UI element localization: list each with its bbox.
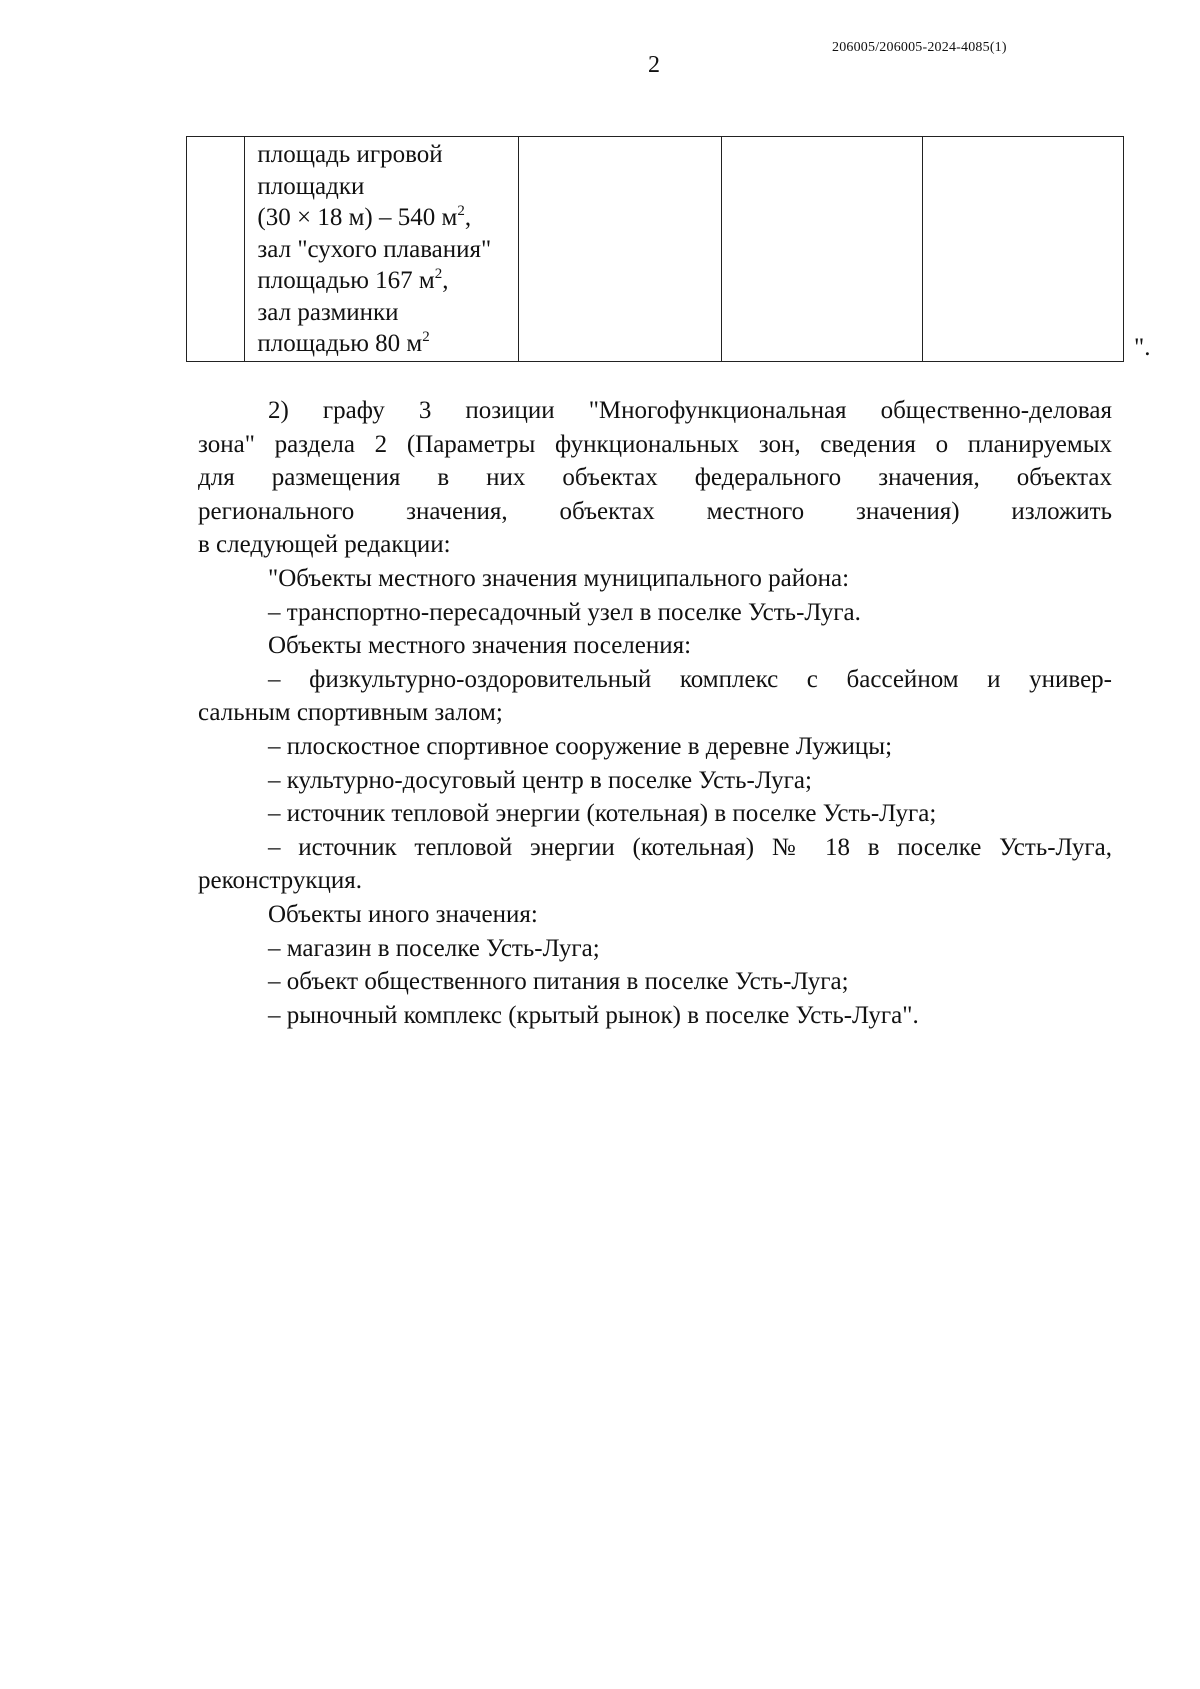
paragraph-line: для размещения в них объектах федерального значения, объектах: [198, 464, 1112, 492]
cell-text: зал разминки: [257, 298, 399, 326]
cell-text-tail: ,: [464, 204, 472, 231]
document-body: [198, 394, 1112, 1032]
table-cell-empty: [519, 137, 722, 362]
list-item-continuation: сальным спортивным залом;: [198, 699, 503, 727]
cell-text-line: [257, 234, 518, 266]
closing-quote: ".: [1134, 334, 1151, 361]
cell-text-line: [257, 297, 518, 329]
list-item: – объект общественного питания в поселке Усть-Луга;: [268, 968, 849, 996]
parameters-text: [245, 137, 518, 361]
cell-text-line: [257, 139, 518, 171]
table-row: [187, 137, 1124, 362]
list-item: – транспортно-пересадочный узел в поселке Усть-Луга.: [268, 598, 861, 626]
table-cell-number: [187, 137, 245, 362]
cell-text: площадью 167 м: [257, 267, 435, 294]
cell-text: площадки: [257, 172, 365, 200]
table-cell-empty: [923, 137, 1124, 362]
cell-text-line: [257, 328, 518, 360]
list-item-continuation: реконструкция.: [198, 867, 363, 895]
section-heading: Объекты иного значения:: [268, 900, 538, 928]
cell-text: зал "сухого плавания": [257, 235, 492, 263]
list-item: – источник тепловой энергии (котельная) № 18 в поселке Усть-Луга,: [268, 833, 1112, 861]
superscript: 2: [457, 203, 465, 219]
table-fragment: [186, 136, 1124, 362]
paragraph-line: зона" раздела 2 (Параметры функциональных зон, сведения о планируемых: [198, 430, 1112, 458]
cell-text-tail: ,: [442, 267, 449, 294]
cell-text-line: [257, 202, 518, 234]
cell-text: (30 × 18 м) – 540 м: [257, 204, 458, 231]
section-heading: Объекты местного значения поселения:: [268, 632, 692, 660]
list-item: – рыночный комплекс (крытый рынок) в поселке Усть-Луга".: [268, 1001, 919, 1029]
cell-text-line: [257, 265, 518, 297]
list-item: – плоскостное спортивное сооружение в деревне Лужицы;: [268, 732, 893, 760]
superscript: 2: [422, 329, 430, 345]
superscript: 2: [434, 266, 443, 282]
paragraph-line: 2) графу 3 позиции "Многофункциональная общественно-деловая: [268, 397, 1112, 424]
cell-text: площадь игровой: [257, 141, 443, 168]
page-number: 2: [648, 52, 660, 78]
list-item: – культурно-досуговый центр в поселке Усть-Луга;: [268, 766, 812, 794]
document-id: 206005/206005-2024-4085(1): [832, 40, 1007, 55]
table-cell-parameters: [245, 137, 519, 362]
paragraph-line: регионального значения, объектах местного значения) изложить: [198, 497, 1112, 525]
paragraph-line: в следующей редакции:: [198, 531, 451, 559]
section-heading: "Объекты местного значения муниципального района:: [268, 564, 850, 592]
list-item: – магазин в поселке Усть-Луга;: [268, 934, 600, 962]
list-item: – источник тепловой энергии (котельная) в поселке Усть-Луга;: [268, 800, 937, 828]
cell-text-line: [257, 171, 518, 203]
table-cell-empty: [721, 137, 923, 362]
cell-text: площадью 80 м: [257, 330, 423, 357]
list-item: – физкультурно-оздоровительный комплекс с бассейном и универ-: [268, 665, 1112, 693]
